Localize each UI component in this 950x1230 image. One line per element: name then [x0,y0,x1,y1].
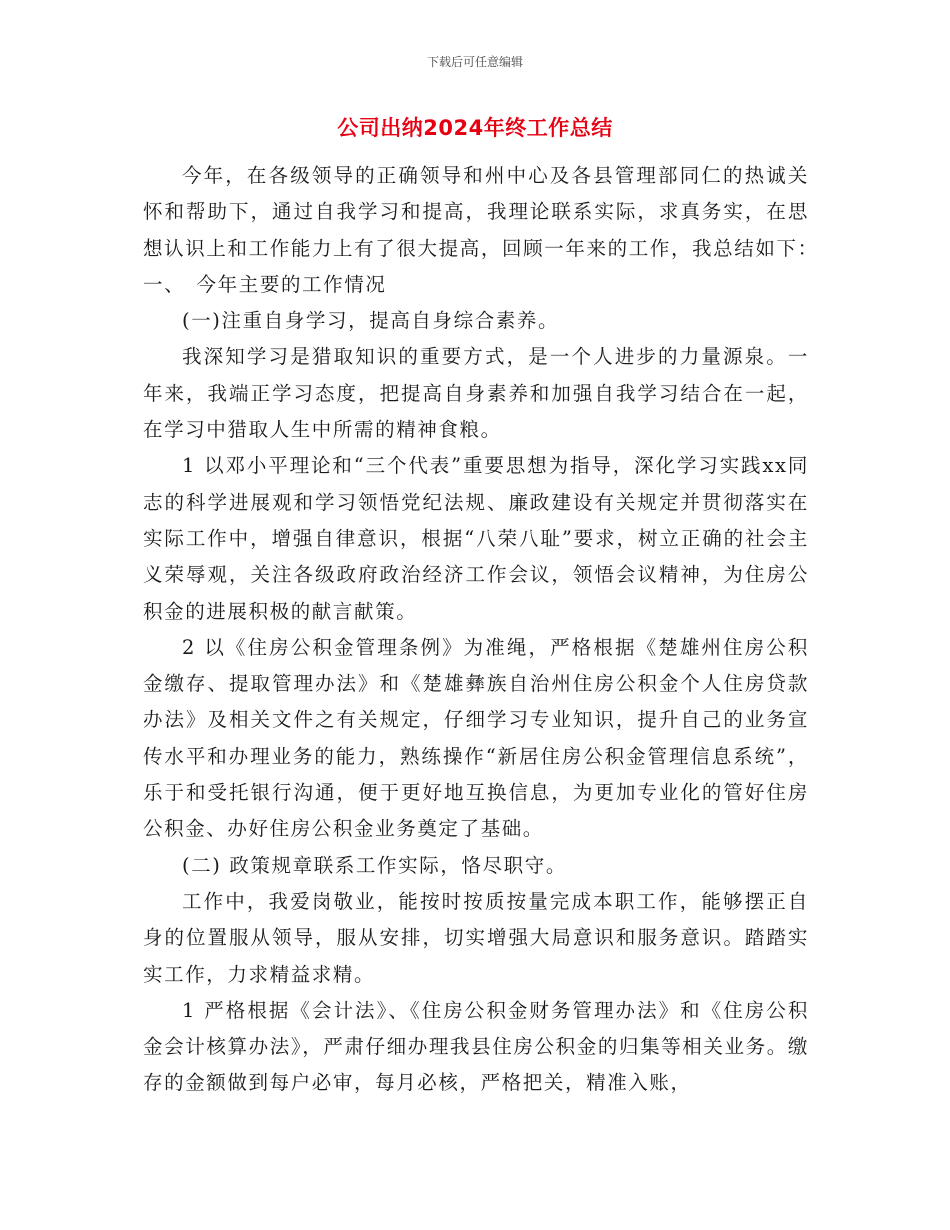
document-body [143,158,831,1102]
paragraph: (一)注重自身学习，提高自身综合素养。 [182,309,560,333]
header-note: 下载后可任意编辑 [426,55,523,69]
paragraph: 我深知学习是猎取知识的重要方式，是一个人进步的力量源泉。一年来，我端正学习态度，把提高自身素养和加强自我学习结合在一起，在学习中猎取人生中所需的精神食粮。 [143,345,809,442]
paragraph: 1 以邓小平理论和“三个代表”重要思想为指导，深化学习实践xx同志的科学进展观和学习领悟党纪法规、廉政建设有关规定并贯彻落实在实际工作中，增强自律意识，根据“八荣八耻”要求，树立正确的社会主义荣辱观，关注各级政府政治经济工作会议，领悟会议精神，为住房公积金的进展积极的献言献策。 [143,454,809,623]
paragraph: (二) 政策规章联系工作实际，恪尽职守。 [182,853,567,877]
paragraph: 1 严格根据《会计法》、《住房公积金财务管理办法》和《住房公积金会计核算办法》，严肃仔细办理我县住房公积金的归集等相关业务。缴存的金额做到每户必审，每月必核，严格把关，精准入账， [143,998,809,1095]
paragraph: 今年，在各级领导的正确领导和州中心及各县管理部同仁的热诚关怀和帮助下，通过自我学习和提高，我理论联系实际，求真务实，在思想认识上和工作能力上有了很大提高，回顾一年来的工作，我总结如下： 一、 今年主要的工作情况 [143,164,831,296]
paragraph: 工作中，我爱岗敬业，能按时按质按量完成本职工作，能够摆正自身的位置服从领导，服从安排，切实增强大局意识和服务意识。踏踏实实工作，力求精益求精。 [143,889,809,986]
document-title: 公司出纳2024年终工作总结 [337,116,613,140]
paragraph: 2 以《住房公积金管理条例》为准绳，严格根据《楚雄州住房公积金缴存、提取管理办法》和《楚雄彝族自治州住房公积金个人住房贷款办法》及相关文件之有关规定，仔细学习专业知识，提升自己的业务宣传水平和办理业务的能力，熟练操作“新居住房公积金管理信息系统”，乐于和受托银行沟通，便于更好地互换信息，为更加专业化的管好住房公积金、办好住房公积金业务奠定了基础。 [143,635,809,841]
